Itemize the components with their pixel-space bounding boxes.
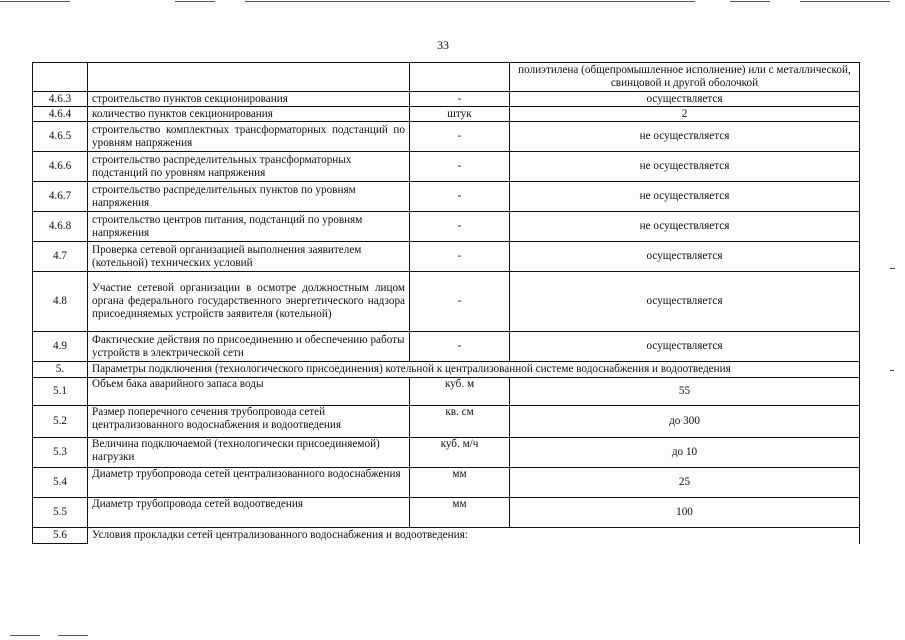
table-row: [33, 92, 860, 107]
row-description: количество пунктов секционирования: [88, 107, 410, 122]
table-row: [33, 107, 860, 122]
table-row: [33, 152, 860, 182]
row-unit: -: [410, 152, 510, 182]
table-row: [33, 63, 860, 92]
row-number: 4.6.8: [33, 212, 88, 242]
section-number: 5.6: [33, 528, 88, 544]
row-number: 5.1: [33, 378, 88, 406]
row-value: до 10: [510, 438, 860, 468]
margin-mark: [890, 370, 894, 371]
table-row: [33, 122, 860, 152]
row-value: 100: [510, 498, 860, 528]
empty-cell: [88, 63, 410, 92]
row-description: строительство центров питания, подстанций по уровням напряжения: [88, 212, 410, 242]
row-value: осуществляется: [510, 242, 860, 272]
scan-artifact-line: [175, 1, 215, 2]
table-row: [33, 498, 860, 528]
margin-mark: [890, 268, 895, 269]
section-number: 5.: [33, 362, 88, 378]
table-row: [33, 272, 860, 332]
row-value: 55: [510, 378, 860, 406]
scan-artifact-line: [245, 1, 695, 2]
value-cell: полиэтилена (общепромышленное исполнение) или с металлической, свинцовой и другой оболочкой: [510, 63, 860, 92]
row-description: Фактические действия по присоединению и обеспечению работы устройств в электрической сети: [88, 332, 410, 362]
specification-table: [32, 62, 860, 544]
section-header-row: [33, 528, 860, 544]
table-row: [33, 242, 860, 272]
empty-cell: [33, 63, 88, 92]
row-description: строительство комплектных трансформаторных подстанций по уровням напряжения: [88, 122, 410, 152]
table-row: [33, 332, 860, 362]
row-number: 5.4: [33, 468, 88, 498]
row-value: 25: [510, 468, 860, 498]
scan-artifact-line: [730, 1, 770, 2]
row-description: Проверка сетевой организацией выполнения заявителем (котельной) технических условий: [88, 242, 410, 272]
row-value: не осуществляется: [510, 122, 860, 152]
row-value: до 300: [510, 406, 860, 438]
row-value: осуществляется: [510, 272, 860, 332]
table-row: [33, 406, 860, 438]
row-unit: -: [410, 92, 510, 107]
row-description: строительство распределительных пунктов по уровням напряжения: [88, 182, 410, 212]
empty-cell: [410, 63, 510, 92]
table-row: [33, 212, 860, 242]
row-unit: -: [410, 332, 510, 362]
section-title: Условия прокладки сетей централизованного водоснабжения и водоотведения:: [88, 528, 860, 544]
row-value: не осуществляется: [510, 182, 860, 212]
row-value: осуществляется: [510, 92, 860, 107]
scan-artifact-line: [800, 1, 890, 2]
row-description: Диаметр трубопровода сетей водоотведения: [88, 498, 410, 528]
row-description: Участие сетевой организации в осмотре должностным лицом органа федерального государственного энергетического надзора присоединяемых устройств заявителя (котельной): [88, 272, 410, 332]
section-title: Параметры подключения (технологического присоединения) котельной к централизованной системе водоснабжения и водоотведения: [88, 362, 860, 378]
section-header-row: [33, 362, 860, 378]
row-number: 4.7: [33, 242, 88, 272]
row-value: не осуществляется: [510, 212, 860, 242]
row-number: 5.2: [33, 406, 88, 438]
table-row: [33, 468, 860, 498]
table-row: [33, 438, 860, 468]
row-value: не осуществляется: [510, 152, 860, 182]
row-unit: -: [410, 212, 510, 242]
table-row: [33, 182, 860, 212]
scan-artifact-line: [0, 1, 70, 2]
row-value: осуществляется: [510, 332, 860, 362]
row-description: строительство распределительных трансформаторных подстанций по уровням напряжения: [88, 152, 410, 182]
row-unit: -: [410, 182, 510, 212]
row-unit: -: [410, 272, 510, 332]
row-value: 2: [510, 107, 860, 122]
page-number: 33: [437, 38, 449, 52]
row-number: 5.3: [33, 438, 88, 468]
row-number: 4.6.3: [33, 92, 88, 107]
row-unit: -: [410, 242, 510, 272]
row-description: Величина подключаемой (технологически присоединяемой) нагрузки: [88, 438, 410, 468]
scan-artifact-line: [58, 635, 88, 636]
row-description: Объем бака аварийного запаса воды: [88, 378, 410, 406]
scan-artifact-line: [10, 635, 40, 636]
row-number: 4.6.5: [33, 122, 88, 152]
row-number: 4.6.7: [33, 182, 88, 212]
row-number: 4.8: [33, 272, 88, 332]
row-unit: куб. м/ч: [410, 438, 510, 468]
row-number: 5.5: [33, 498, 88, 528]
row-number: 4.6.4: [33, 107, 88, 122]
table-row: [33, 378, 860, 406]
row-unit: мм: [410, 498, 510, 528]
row-number: 4.9: [33, 332, 88, 362]
row-description: строительство пунктов секционирования: [88, 92, 410, 107]
row-unit: штук: [410, 107, 510, 122]
row-number: 4.6.6: [33, 152, 88, 182]
row-unit: мм: [410, 468, 510, 498]
row-description: Размер поперечного сечения трубопровода сетей централизованного водоснабжения и водоотведения: [88, 406, 410, 438]
row-description: Диаметр трубопровода сетей централизованного водоснабжения: [88, 468, 410, 498]
row-unit: кв. см: [410, 406, 510, 438]
row-unit: куб. м: [410, 378, 510, 406]
row-unit: -: [410, 122, 510, 152]
